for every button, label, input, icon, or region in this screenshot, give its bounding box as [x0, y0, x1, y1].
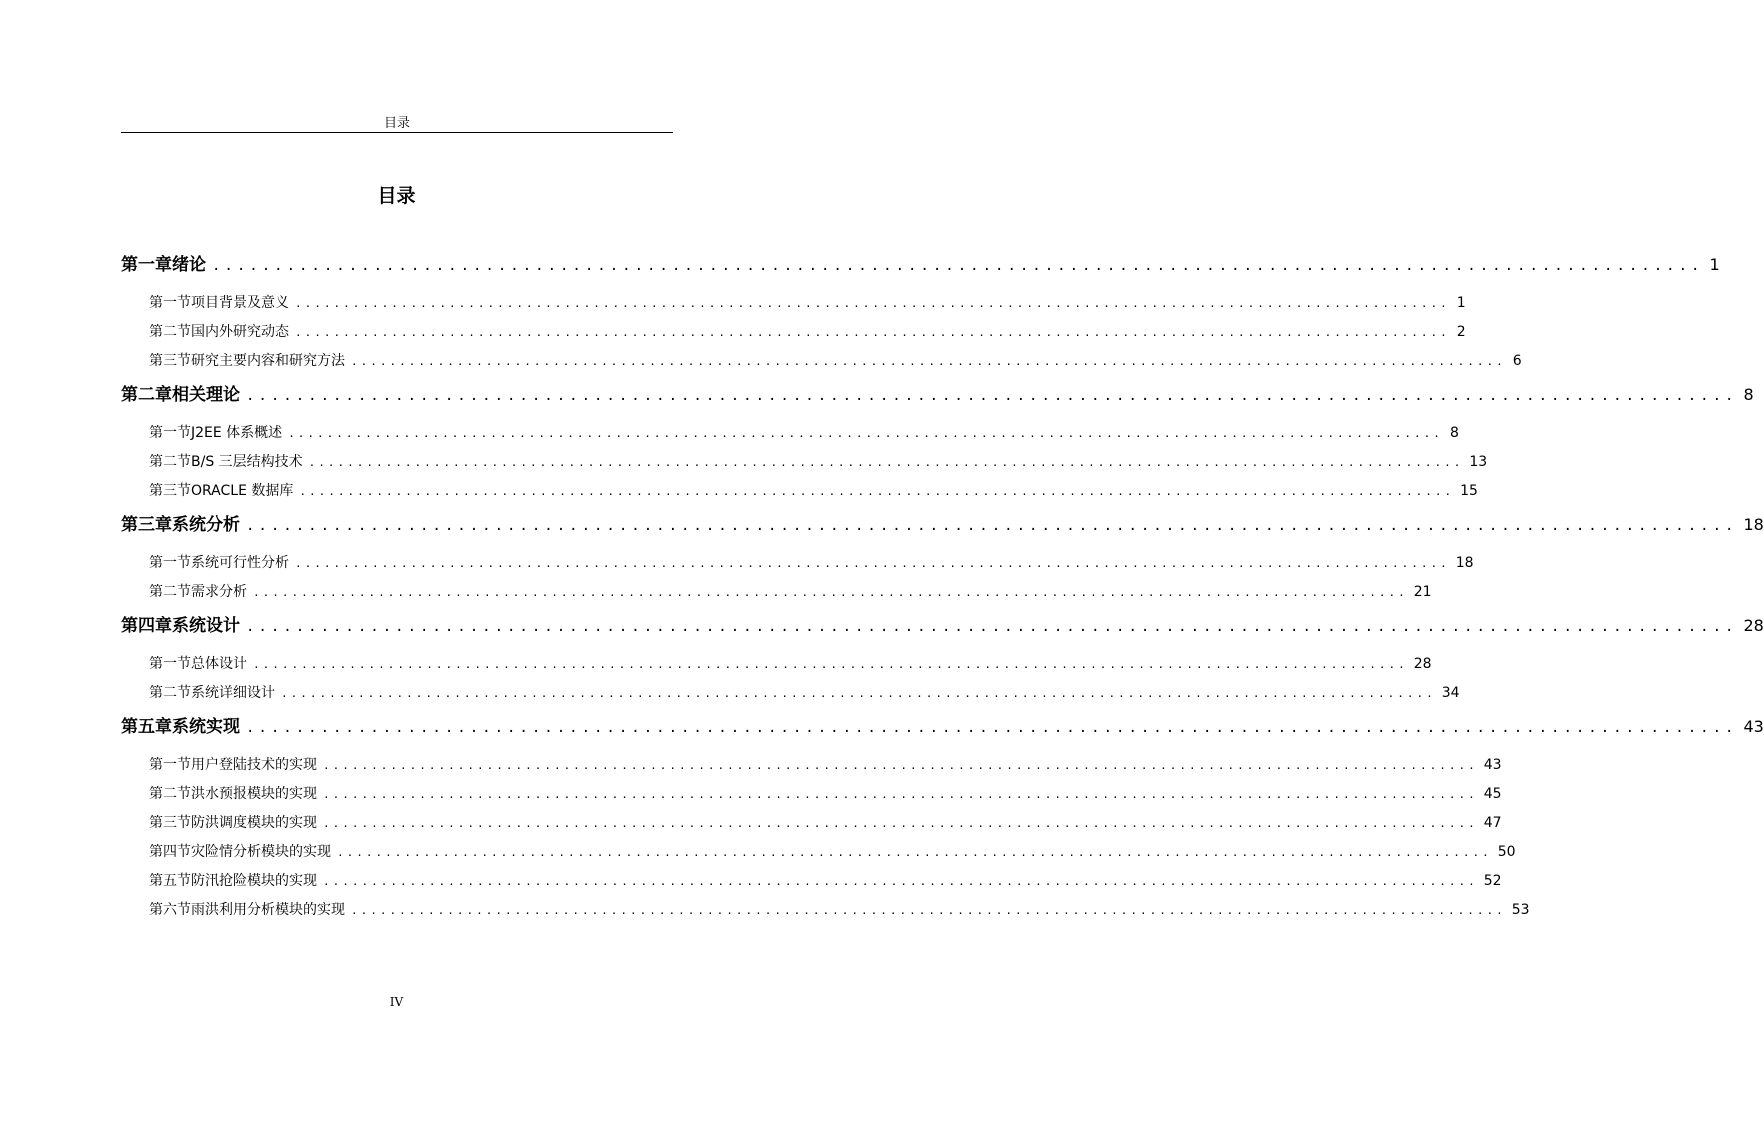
section-title: 需求分析 — [191, 584, 247, 600]
dot-leader: ........................................................................................................................ — [351, 904, 1506, 917]
toc-section[interactable] — [121, 347, 1522, 376]
toc-chapter[interactable] — [121, 378, 1754, 412]
section-number: 第一节 — [149, 425, 191, 441]
section-number: 第二节 — [149, 786, 191, 802]
chapter-page: 1 — [1709, 255, 1720, 274]
section-title: 系统详细设计 — [191, 685, 275, 701]
section-number: 第二节 — [149, 685, 191, 701]
chapter-number: 第一章 — [121, 255, 172, 275]
section-number: 第三节 — [149, 353, 191, 369]
toc-section[interactable] — [121, 477, 1478, 506]
section-page: 47 — [1483, 815, 1502, 831]
toc-section[interactable] — [121, 780, 1502, 809]
dot-leader: ........................................................................................................................ — [323, 875, 1478, 888]
chapter-number: 第二章 — [121, 385, 172, 405]
chapter-title: 绪论 — [172, 255, 206, 275]
chapter-number: 第五章 — [121, 717, 172, 737]
dot-leader: ........................................................................................................................ — [323, 817, 1478, 830]
toc-section[interactable] — [121, 896, 1530, 925]
toc-section[interactable] — [121, 867, 1502, 896]
toc-chapter[interactable] — [121, 710, 1764, 744]
chapter-number: 第四章 — [121, 616, 172, 636]
section-title: 洪水预报模块的实现 — [191, 786, 317, 802]
section-title: B/S 三层结构技术 — [191, 454, 303, 470]
section-number: 第一节 — [149, 656, 191, 672]
section-title: 灾险情分析模块的实现 — [191, 844, 331, 860]
toc-section[interactable] — [121, 578, 1432, 607]
dot-leader: ........................................................................................................................ — [288, 427, 1443, 440]
chapter-title: 相关理论 — [172, 385, 240, 405]
section-number: 第二节 — [149, 584, 191, 600]
section-title: 项目背景及意义 — [191, 295, 289, 311]
section-number: 第二节 — [149, 454, 191, 470]
toc-section[interactable] — [121, 751, 1502, 780]
dot-leader: ........................................................................................................................ — [323, 759, 1478, 772]
section-page: 15 — [1460, 483, 1478, 499]
chapter-title: 系统实现 — [172, 717, 240, 737]
section-page: 50 — [1497, 844, 1516, 860]
toc-section[interactable] — [121, 809, 1502, 838]
toc-section[interactable] — [121, 679, 1460, 708]
toc-chapter[interactable] — [121, 508, 1764, 542]
chapter-number: 第三章 — [121, 515, 172, 535]
section-number: 第三节 — [149, 483, 191, 499]
toc-section[interactable] — [121, 419, 1459, 448]
section-title: J2EE 体系概述 — [191, 425, 283, 441]
page-title: 目录 — [377, 185, 416, 207]
running-header — [121, 112, 673, 133]
section-page: 28 — [1413, 656, 1432, 672]
section-page: 18 — [1455, 555, 1474, 571]
dot-leader: ........................................................................................................................ — [246, 720, 1738, 736]
section-title: 研究主要内容和研究方法 — [191, 353, 345, 369]
section-title: 总体设计 — [191, 656, 247, 672]
section-title: 防汛抢险模块的实现 — [191, 873, 317, 889]
chapter-title: 系统设计 — [172, 616, 240, 636]
section-page: 8 — [1449, 425, 1459, 441]
toc-section[interactable] — [121, 549, 1474, 578]
section-title: 国内外研究动态 — [191, 324, 289, 340]
section-page: 43 — [1483, 757, 1502, 773]
chapter-page: 8 — [1743, 385, 1754, 404]
section-page: 52 — [1483, 873, 1502, 889]
section-title: 雨洪利用分析模块的实现 — [191, 902, 345, 918]
chapter-page: 28 — [1743, 616, 1764, 635]
section-title: 系统可行性分析 — [191, 555, 289, 571]
dot-leader: ........................................................................................................................ — [295, 326, 1450, 339]
dot-leader: ........................................................................................................................ — [323, 788, 1478, 801]
section-page: 2 — [1456, 324, 1466, 340]
section-number: 第一节 — [149, 295, 191, 311]
toc-section[interactable] — [121, 650, 1432, 679]
chapter-page: 18 — [1743, 515, 1764, 534]
dot-leader: ........................................................................................................................ — [295, 557, 1450, 570]
running-header-title: 目录 — [383, 116, 410, 131]
dot-leader: ........................................................................................................................ — [246, 619, 1738, 635]
section-number: 第一节 — [149, 757, 191, 773]
dot-leader: ........................................................................................................................ — [337, 846, 1492, 859]
dot-leader: ........................................................................................................................ — [299, 485, 1455, 498]
toc-section[interactable] — [121, 318, 1466, 347]
section-page: 53 — [1511, 902, 1530, 918]
section-title: 防洪调度模块的实现 — [191, 815, 317, 831]
section-number: 第二节 — [149, 324, 191, 340]
dot-leader: ........................................................................................................................ — [295, 297, 1450, 310]
section-page: 13 — [1469, 454, 1488, 470]
dot-leader: ........................................................................................................................ — [212, 258, 1704, 274]
section-page: 45 — [1483, 786, 1502, 802]
dot-leader: ........................................................................................................................ — [281, 687, 1436, 700]
toc-section[interactable] — [121, 838, 1516, 867]
section-title: 用户登陆技术的实现 — [191, 757, 317, 773]
dot-leader: ........................................................................................................................ — [308, 456, 1464, 469]
dot-leader: ........................................................................................................................ — [253, 658, 1408, 671]
dot-leader: ........................................................................................................................ — [246, 518, 1738, 534]
section-number: 第一节 — [149, 555, 191, 571]
toc-section[interactable] — [121, 448, 1488, 477]
section-page: 1 — [1456, 295, 1466, 311]
toc-chapter[interactable] — [121, 609, 1764, 643]
section-number: 第四节 — [149, 844, 191, 860]
dot-leader: ........................................................................................................................ — [351, 355, 1506, 368]
chapter-title: 系统分析 — [172, 515, 240, 535]
section-number: 第六节 — [149, 902, 191, 918]
section-number: 第三节 — [149, 815, 191, 831]
section-page: 34 — [1441, 685, 1460, 701]
toc-chapter[interactable] — [121, 248, 1720, 282]
dot-leader: ........................................................................................................................ — [253, 586, 1408, 599]
toc-section[interactable] — [121, 289, 1466, 318]
chapter-page: 43 — [1743, 717, 1764, 736]
section-page: 21 — [1413, 584, 1432, 600]
dot-leader: ........................................................................................................................ — [246, 388, 1738, 404]
section-title: ORACLE 数据库 — [191, 483, 294, 499]
section-number: 第五节 — [149, 873, 191, 889]
section-page: 6 — [1512, 353, 1522, 369]
table-of-contents — [121, 246, 1764, 925]
page-number: IV — [389, 995, 404, 1009]
